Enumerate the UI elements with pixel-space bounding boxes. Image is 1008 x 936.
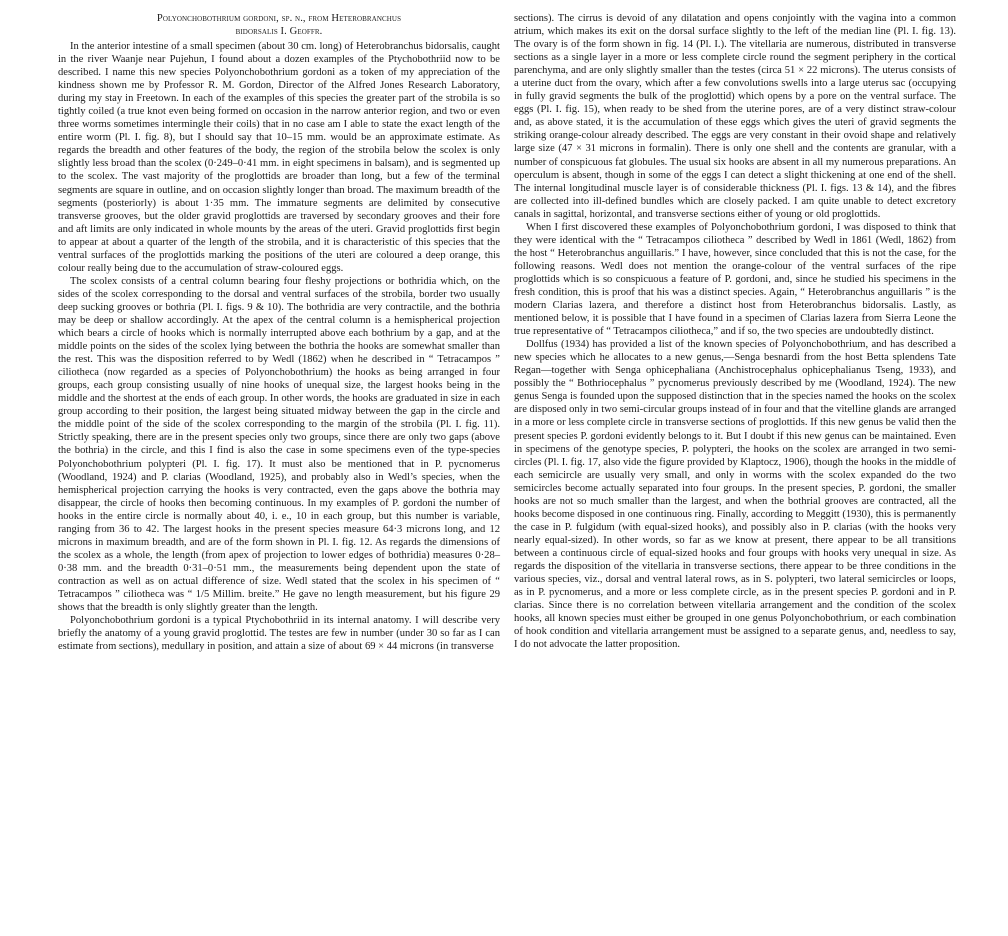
left-column — [58, 12, 500, 653]
paragraph: sections). The cirrus is devoid of any dilatation and opens conjointly with the vagina into a common atrium, which makes its exit on the dorsal surface slightly to the left of the median line (Pl. I. fig. 13). The ovary is of the form shown in fig. 14 (Pl. I.). The vitellaria are numerous, distributed in transverse sections as a single layer in a more or less complete circle round the segment periphery in the cortical parenchyma, and are only slightly smaller than the testes (circa 51 × 22 microns). The uterus consists of a uterine duct from the ovary, which after a few convolutions swells into a large uterus sac (occupying in fully gravid segments the bulk of the proglottid) which opens by a pore on the ventral surface. The eggs (Pl. I. fig. 15), when ready to be shed from the uterine pores, are of a very distinct straw-colour and, as above stated, it is the accumulation of these eggs which gives the uteri of gravid segments the striking orange-colour already described. The eggs are very constant in their ovoid shape and relatively large size (47 × 31 microns in formalin). There is only one shell and the contents are granular, with a number of conspicuous fat globules. The usual six hooks are absent in all my numerous preparations. An operculum is absent, though in some of the eggs I can detect a slight thickening at one end of the shell. The internal longitudinal muscle layer is of considerable thickness (Pl. I. figs. 13 & 14), and the fibres are collected into ill-defined bundles which are closely packed. I am quite unable to detect excretory canals in sagittal, horizontal, and transverse sections either of young or old proglottids. — [514, 13, 956, 220]
right-column — [514, 12, 956, 651]
paragraph: Polyonchobothrium gordoni is a typical Ptychobothriid in its internal anatomy. I will describe very briefly the anatomy of a young gravid proglottid. The testes are few in number (under 30 so far as I can estimate from sections), medullary in position, and attain a size of about 69 × 44 microns (in transverse — [58, 615, 500, 653]
paragraph: The scolex consists of a central column bearing four fleshy projections or bothridia which, on the sides of the scolex corresponding to the dorsal and ventral surfaces of the strobila, border two usually deep sucking grooves or bothria (Pl. I. figs. 9 & 10). The bothridia are very contractile, and the bothria may be deep or shallow accordingly. At the apex of the central column is a hemispherical projection which bears a circle of hooks which is normally interrupted above each bothrium by a gap, and at the middle points on the sides of the scolex lying between the bothria the hooks are somewhat smaller than the rest. This was the disposition referred to by Wedl (1862) when he described in “ Tetracampos ” ciliotheca (now regarded as a species of Polyonchobothrium) the hooks as being arranged in four groups, each group consisting usually of nine hooks of unequal size, the largest hooks being in the middle and the shortest at the ends of each group. In other words, the hooks are graduated in size in each group according to their position, the largest being situated midway between the gap in the circle and the middle point of the side of the scolex corresponding to the margin of the strobila (Pl. I. fig. 11). Strictly speaking, there are in the present species only two groups, since there are only two gaps (above the bothria) in the circle, and this I find is also the case in some specimens even of the type-species Polyonchobothrium polypteri (Pl. I. fig. 17). It must also be mentioned that in P. pycnomerus (Woodland, 1924) and P. clarias (Woodland, 1925), and probably also in Wedl’s species, when the hemispherical projection carrying the hooks is very contracted, even the gaps above the bothria may disappear, the circle of hooks then becoming continuous. In my examples of P. gordoni the number of hooks in the entire circle is normally about 40, i. e., 10 in each group, but this number is variable, ranging from 36 to 42. The largest hooks in the present species measure 64·3 microns long, and 12 microns in maximum breadth, and are of the form shown in Pl. I. fig. 12. As regards the dimensions of the scolex as a whole, the length (from apex of projection to lower edges of bothridia) measures 0·28–0·38 mm. and the breadth 0·31–0·51 mm., the measurements being dependent upon the state of contraction as well as on actual difference of size. Wedl stated that the scolex in his specimen of “ Tetracampos ” ciliotheca was “ 1/5 Millim. breite.” He gave no length measurement, but his figure 29 shows that the breadth is only slightly greater than the length. — [58, 275, 500, 614]
article-title — [58, 12, 500, 38]
paragraph: When I first discovered these examples of Polyonchobothrium gordoni, I was disposed to think that they were identical with the “ Tetracampos ciliotheca ” described by Wedl in 1861 (Wedl, 1862) from the host “ Heterobranchus anguillaris.” I have, however, since concluded that this is not the case, for the following reasons. Wedl does not mention the orange-colour of the ventral surfaces of the ripe proglottids which is so conspicuous a feature of P. gordoni, and, since he studied his specimens in the fresh condition, this is proof that his was a distinct species. Again, “ Heterobranchus anguillaris ” is the modern Clarias lazera, and therefore a distinct host from Heterobranchus bidorsalis. Lastly, as mentioned below, it is possible that I have found in a specimen of Clarias lazera from Sierra Leone the true representative of “ Tetracampos ciliotheca,” and if so, the two species are undoubtedly distinct. — [514, 221, 956, 338]
paragraph: In the anterior intestine of a small specimen (about 30 cm. long) of Heterobranchus bidorsalis, caught in the river Waanje near Pujehun, I found about a dozen examples of the Ptychobothriid now to be described. I name this new species Polyonchobothrium gordoni as a token of my appreciation of the kindness shown me by Professor R. M. Gordon, Director of the Alfred Jones Research Laboratory, during my stay in Freetown. In each of the examples of this species the greater part of the strobila is so tightly coiled (a true knot even being formed on occasion in the narrow anterior region, and two or even three worms sometimes intermingle their coils) that in no case am I able to state the exact length of the entire worm (Pl. I. fig. 8), but I should say that 10–15 mm. would be an approximate estimate. As regards the breadth and other features of the body, the region of the strobila below the scolex is only slightly less broad than the scolex (0·249–0·41 mm. in eight specimens in balsam), and is segmented up to the scolex. The vast majority of the proglottids are broader than long, but a few of the terminal segments are square in outline, and on occasion slightly longer than broad. The maximum breadth of the segments (posteriorly) is about 1·35 mm. The immature segments are delimited by consecutive transverse grooves, but the older gravid proglottids are traversed by secondary grooves and their fore and aft limits are only indicated in whole mounts by the areas of the uteri. Gravid proglottids first begin to appear at about a quarter of the length of the strobila, and it is characteristic of this species that the ventral surfaces of the proglottids marking the positions of the uteri are coloured a deep orange, this colour really being due to the accumulation of straw-coloured eggs. — [58, 41, 500, 274]
paragraph: Dollfus (1934) has provided a list of the known species of Polyonchobothrium, and has described a new species which he allocates to a new genus,—Senga besnardi from the host Betta splendens Tate Regan—together with Senga ophicephaliana (Anchistrocephalus ophicephalianus Tseng, 1933), and possibly the “ Bothriocephalus ” pycnomerus previously described by me (Woodland, 1924). The new genus Senga is founded upon the supposed distinction that in the species named the hooks on the scolex are disposed only in two semi-circular groups instead of in four and that the vitelline glands are arranged in a more or less complete circle in transverse sections of proglottids. If this new genus be valid then the present species P. gordoni evidently belongs to it. But I doubt if this new genus can be maintained. Even in specimens of the genotype species, P. polypteri, the hooks on the scolex are arranged in two semi-circles (Pl. I. fig. 17, also vide the figure provided by Klaptocz, 1906), though the hooks in the middle of each semicircle are usually very small, and only in worms with the scolex expanded do the two semicircles become actually separated into four groups. In the present species, P. gordoni, the smaller hooks are not so much smaller than the largest, and when the bothrial grooves are contracted, all the hooks become disposed in one continuous ring. Finally, according to Meggitt (1930), this is permanently the case in P. fulgidum (with equal-sized hooks), and possibly also in P. clarias (with the hooks very nearly equal-sized). In other words, so far as we know at present, there appear to be all transitions between a continuous circle of equal-sized hooks and four groups with hooks very unequal in size. As regards the disposition of the vitellaria in transverse sections, there appear to be three conditions in the various species, viz., dorsal and ventral lateral rows, as in S. polypteri, two lateral semicircles or loops, as in P. pycnomerus, and a more or less complete circle, as in the present species P. gordoni and in P. clarias. Since there is no correlation between vitellaria arrangement and the condition of the scolex hooks, all known species must either be grouped in one genus Polyonchobothrium, or each combination of hook condition and vitellaria arrangement must be assigned to a separate genus, and, needless to say, I do not advocate the latter proposition. — [514, 339, 956, 651]
article-title-line1: Polyonchobothrium gordoni, sp. n., from Heterobranchus — [156, 13, 402, 24]
article-title-line2: bidorsalis I. Geoffr. — [235, 26, 323, 37]
